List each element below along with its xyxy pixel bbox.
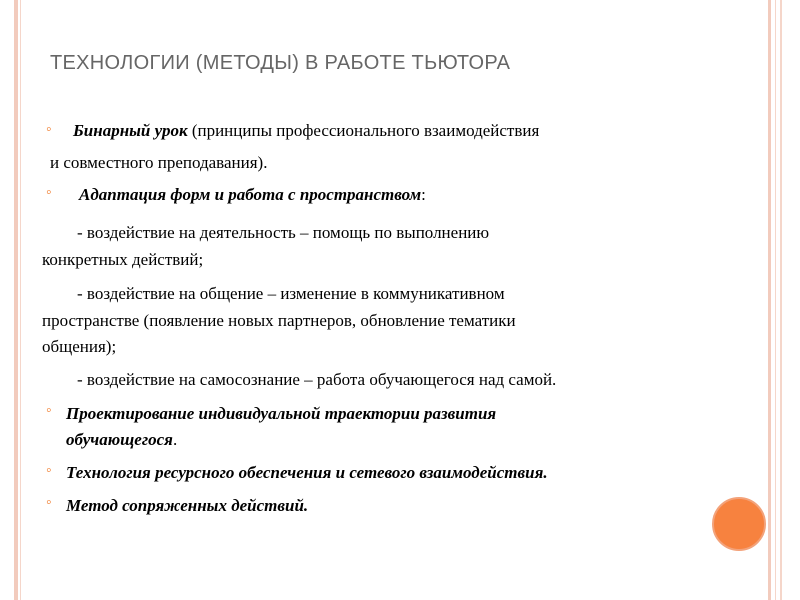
list-item-trajectory-design-cont xyxy=(66,430,177,450)
item-text: : xyxy=(421,185,426,204)
sub-item-activity: - воздействие на деятельность – помощь по выполнению xyxy=(77,223,490,242)
sub-item-communication-cont: пространстве (появление новых партнеров, обновление тематики xyxy=(42,311,516,330)
slide-title: ТЕХНОЛОГИИ (МЕТОДЫ) В РАБОТЕ ТЬЮТОРА xyxy=(50,52,511,74)
bullet-icon: ◦ xyxy=(46,494,52,511)
item-text: . xyxy=(543,463,548,482)
item-text: . xyxy=(172,430,178,449)
list-item-trajectory-design: Проектирование индивидуальной траектории развития xyxy=(66,404,497,423)
bullet-icon: ◦ xyxy=(46,184,52,201)
sub-item-self-awareness: - воздействие на самосознание – работа обучающегося над самой. xyxy=(77,370,557,389)
list-item-continuation: и совместного преподавания). xyxy=(50,153,268,172)
sub-item-communication-cont: общения); xyxy=(42,337,117,356)
item-heading: Адаптация форм и работа с пространством xyxy=(79,185,422,204)
list-item-resource-technology xyxy=(66,463,548,483)
list-item-conjugate-method xyxy=(66,496,308,516)
sub-item-activity-cont: конкретных действий; xyxy=(42,250,204,269)
list-item-adaptation xyxy=(79,185,426,205)
item-heading: Метод сопряженных действий xyxy=(66,496,304,515)
item-text: (принципы профессионального взаимодействия xyxy=(187,121,540,140)
item-heading: Технология ресурсного обеспечения и сетевого взаимодействия xyxy=(66,463,544,482)
bullet-icon: ◦ xyxy=(46,462,52,479)
bullet-icon: ◦ xyxy=(46,121,52,138)
bullet-icon: ◦ xyxy=(46,402,52,419)
item-text: . xyxy=(303,496,309,515)
item-heading: обучающегося xyxy=(66,430,173,449)
sub-item-communication: - воздействие на общение – изменение в коммуникативном xyxy=(77,284,505,303)
decorative-circle xyxy=(712,497,766,551)
item-heading: Бинарный урок xyxy=(73,121,188,140)
list-item-binary-lesson xyxy=(73,121,539,141)
